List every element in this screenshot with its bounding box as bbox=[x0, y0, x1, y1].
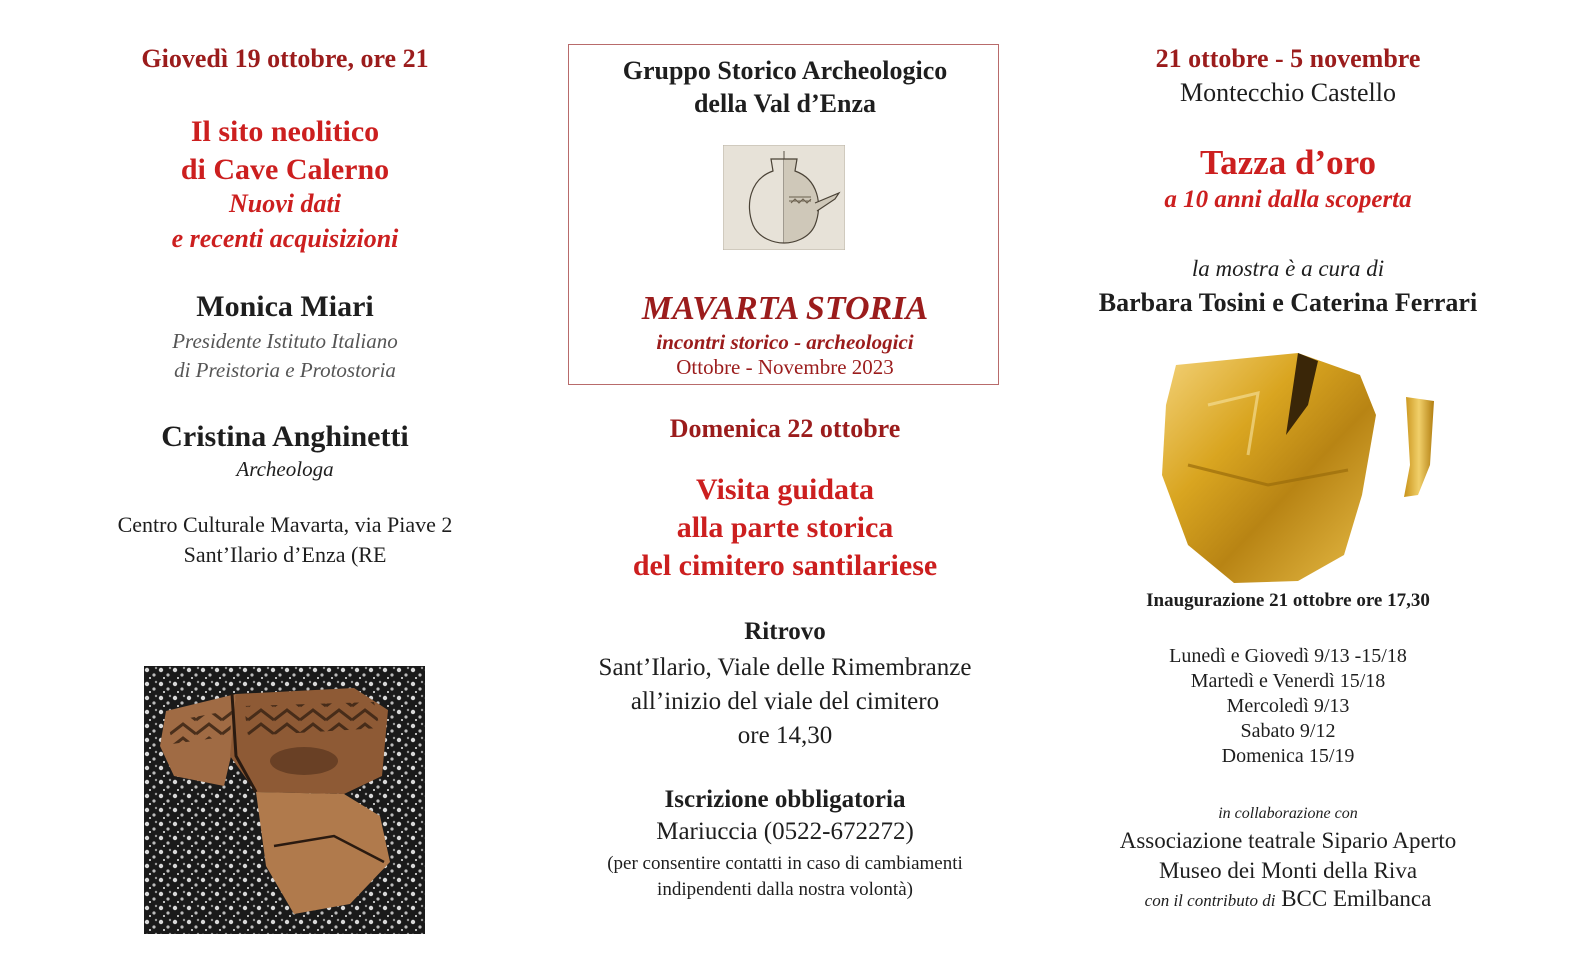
visit-title bbox=[560, 471, 1010, 585]
brand-tagline: incontri storico - archeologici bbox=[656, 330, 914, 354]
curators: Barbara Tosini e Caterina Ferrari bbox=[1098, 288, 1478, 317]
venue-line1: Centro Culturale Mavarta, via Piave 2 bbox=[117, 512, 453, 537]
visit-title-line3: del cimitero santilariese bbox=[632, 549, 938, 582]
hours-line: Martedì e Venerdì 15/18 bbox=[1190, 670, 1386, 692]
exhibit-subtitle: a 10 anni dalla scoperta bbox=[1164, 186, 1412, 213]
exhibit-dates: 21 ottobre - 5 novembre bbox=[1155, 44, 1421, 73]
speaker1-role-line1: Presidente Istituto Italiano bbox=[172, 329, 398, 353]
lecture-title-line1: Il sito neolitico bbox=[190, 115, 380, 148]
visit-title-line2: alla parte storica bbox=[676, 511, 894, 544]
note-line1: (per consentire contatti in caso di cambiamenti bbox=[607, 853, 963, 874]
lecture-subtitle-line2: e recenti acquisizioni bbox=[171, 224, 399, 253]
visit-date: Domenica 22 ottobre bbox=[669, 414, 901, 443]
partners bbox=[1068, 826, 1508, 886]
meeting-time: ore 14,30 bbox=[737, 722, 833, 749]
exhibit-place: Montecchio Castello bbox=[1180, 78, 1396, 107]
hours-line: Domenica 15/19 bbox=[1221, 745, 1355, 767]
registration-contact: Mariuccia (0522-672272) bbox=[656, 818, 914, 845]
speaker1-role bbox=[85, 327, 485, 385]
lecture-title bbox=[85, 113, 485, 189]
speaker1-role-line2: di Preistoria e Protostoria bbox=[174, 358, 396, 382]
note-line2: indipendenti dalla nostra volontà) bbox=[657, 879, 913, 900]
speaker1-name: Monica Miari bbox=[196, 290, 374, 323]
sponsor-line bbox=[1068, 886, 1508, 912]
lecture-venue bbox=[85, 510, 485, 570]
registration-heading: Iscrizione obbligatoria bbox=[664, 786, 906, 813]
lecture-date: Giovedì 19 ottobre, ore 21 bbox=[141, 44, 429, 73]
contribution-label: con il contributo di bbox=[1144, 891, 1276, 910]
vase-drawing-image bbox=[723, 145, 845, 250]
speaker2-role: Archeologa bbox=[236, 457, 334, 481]
meeting-heading: Ritrovo bbox=[744, 618, 826, 645]
exhibit-title: Tazza d’oro bbox=[1200, 143, 1376, 182]
organizer-name bbox=[560, 54, 1010, 120]
organizer-line2: della Val d’Enza bbox=[693, 89, 877, 118]
gold-cup-image bbox=[1148, 345, 1448, 590]
brand-title: MAVARTA STORIA bbox=[641, 290, 929, 327]
hours-line: Lunedì e Giovedì 9/13 -15/18 bbox=[1169, 645, 1407, 667]
hours-line: Mercoledì 9/13 bbox=[1226, 695, 1350, 717]
partner-2: Museo dei Monti della Riva bbox=[1158, 858, 1418, 883]
sponsor-name: BCC Emilbanca bbox=[1281, 886, 1432, 911]
curated-by-label: la mostra è a cura di bbox=[1191, 256, 1385, 281]
lecture-title-line2: di Cave Calerno bbox=[180, 153, 390, 186]
visit-title-line1: Visita guidata bbox=[695, 473, 875, 506]
collaboration-label: in collaborazione con bbox=[1218, 805, 1358, 822]
speaker2-name: Cristina Anghinetti bbox=[161, 420, 409, 453]
meeting-line2: all’inizio del viale del cimitero bbox=[630, 688, 940, 715]
meeting-line1: Sant’Ilario, Viale delle Rimembranze bbox=[598, 654, 972, 681]
brand-period: Ottobre - Novembre 2023 bbox=[676, 355, 894, 379]
organizer-line1: Gruppo Storico Archeologico bbox=[622, 56, 948, 85]
lecture-subtitle bbox=[85, 186, 485, 256]
inauguration: Inaugurazione 21 ottobre ore 17,30 bbox=[1146, 590, 1430, 611]
partner-1: Associazione teatrale Sipario Aperto bbox=[1119, 828, 1457, 853]
opening-hours bbox=[1068, 644, 1508, 769]
venue-line2: Sant’Ilario d’Enza (RE bbox=[183, 542, 387, 567]
lecture-subtitle-line1: Nuovi dati bbox=[229, 189, 341, 218]
registration-note bbox=[560, 851, 1010, 903]
hours-line: Sabato 9/12 bbox=[1240, 720, 1336, 742]
meeting-details bbox=[560, 651, 1010, 753]
pottery-sherd-image bbox=[144, 666, 425, 934]
